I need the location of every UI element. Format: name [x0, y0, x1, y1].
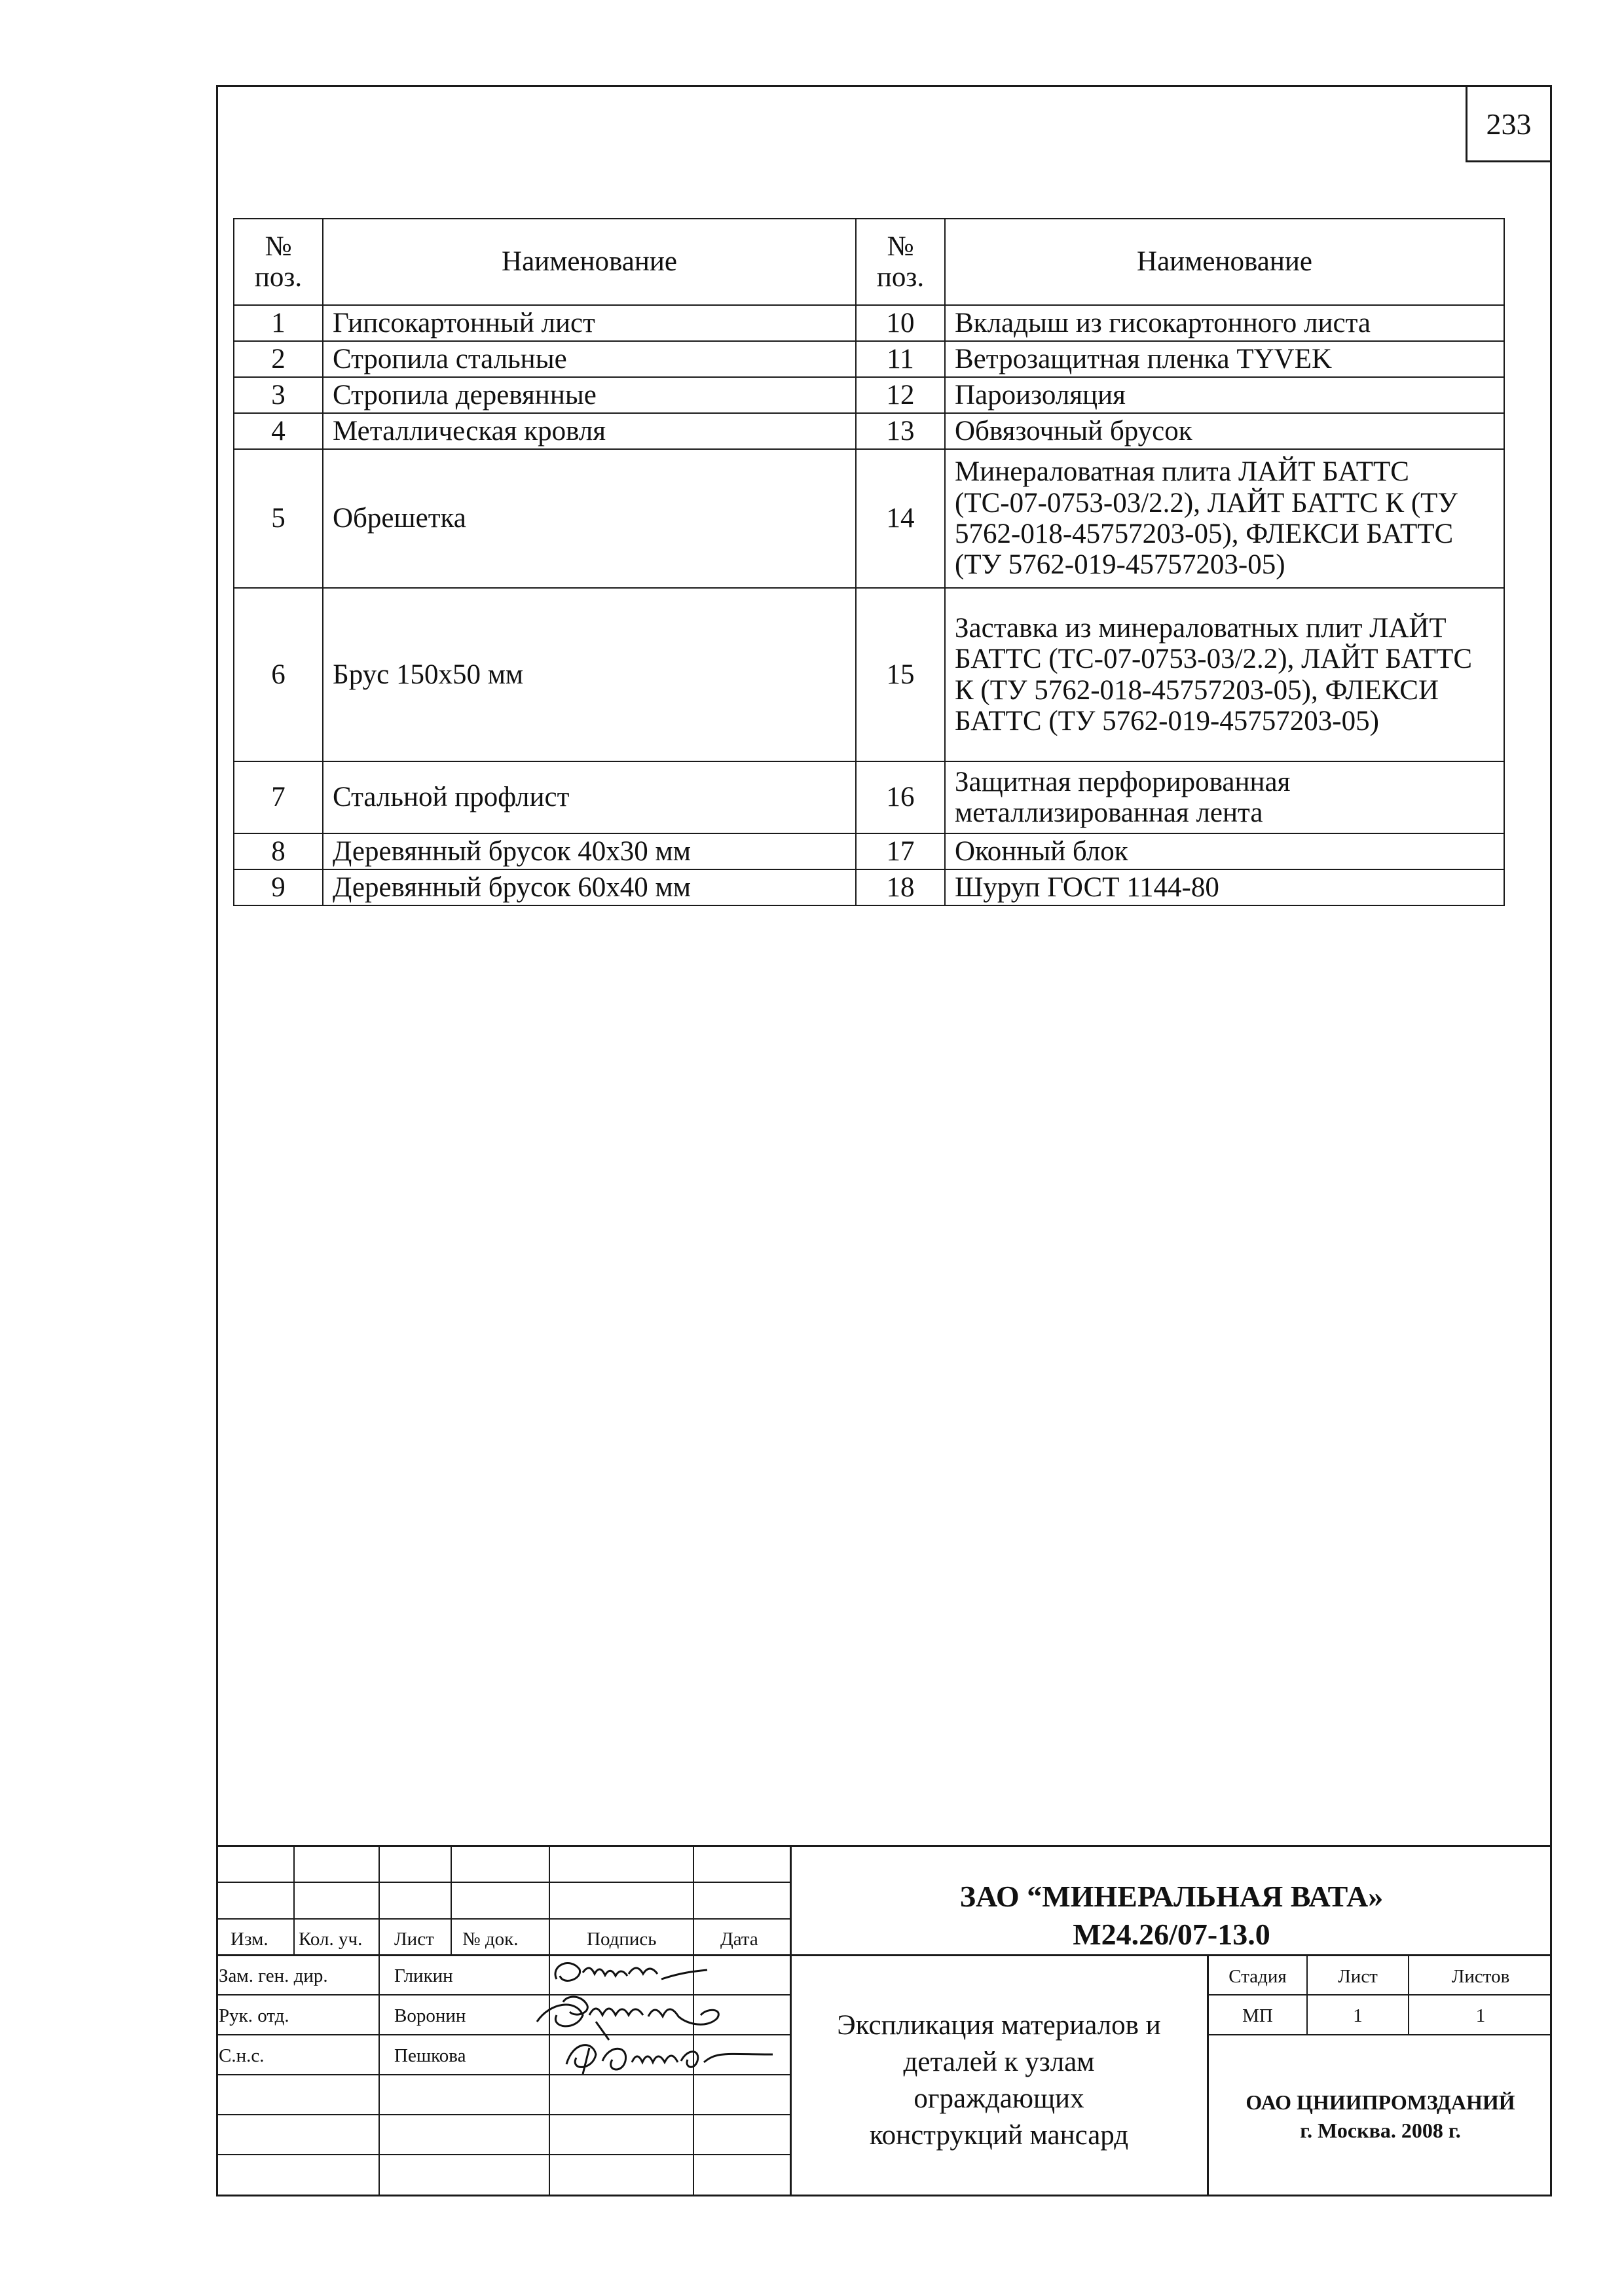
row-left-name: Деревянный брусок 40х30 мм [323, 833, 856, 869]
header-name-left: Наименование [323, 219, 856, 305]
table-row [234, 341, 1504, 377]
tb-hline [216, 2154, 791, 2155]
row-right-name: Минераловатная плита ЛАЙТ БАТТС (ТС-07-0753-03/2.2), ЛАЙТ БАТТС К (ТУ 5762-018-45757203-05), ФЛЕКСИ БАТТС (ТУ 5762-019-45757203-05) [945, 449, 1504, 588]
col-list: Лист [394, 1929, 434, 1950]
row-left-pos: 1 [234, 305, 323, 341]
row-left-name: Стальной профлист [323, 761, 856, 833]
row-left-name: Металлическая кровля [323, 413, 856, 449]
col-podpis: Подпись [587, 1929, 657, 1950]
row-left-pos: 3 [234, 377, 323, 413]
table-row [234, 869, 1504, 905]
col-data: Дата [720, 1929, 758, 1950]
row-left-pos: 4 [234, 413, 323, 449]
table-header-row [234, 219, 1504, 305]
organization: ОАО ЦНИИПРОМЗДАНИЙ г. Москва. 2008 г. [1246, 2090, 1515, 2143]
tb-vline [451, 1845, 452, 1956]
row-right-pos: 10 [856, 305, 945, 341]
row-right-pos: 13 [856, 413, 945, 449]
tb-hline [216, 1918, 791, 1920]
row-left-name: Стропила стальные [323, 341, 856, 377]
row-right-pos: 17 [856, 833, 945, 869]
title-block [216, 1845, 1552, 2196]
table-row [234, 377, 1504, 413]
row-right-name: Заставка из минераловатных плит ЛАЙТ БАТТС (ТС-07-0753-03/2.2), ЛАЙТ БАТТС К (ТУ 5762-018-45757203-05), ФЛЕКСИ БАТТС (ТУ 5762-019-45757203-05) [945, 588, 1504, 761]
row-left-name: Брус 150х50 мм [323, 588, 856, 761]
role-name: Воронин [394, 2005, 466, 2026]
sheets-total-header: Листов [1451, 1966, 1510, 1987]
row-left-name: Деревянный брусок 60х40 мм [323, 869, 856, 905]
tb-vline [293, 1845, 295, 1956]
sheets-total-value: 1 [1475, 2005, 1486, 2026]
sheet-value: 1 [1353, 2005, 1363, 2026]
row-left-pos: 5 [234, 449, 323, 588]
row-left-pos: 8 [234, 833, 323, 869]
sheet-header: Лист [1338, 1966, 1378, 1987]
row-right-name: Шуруп ГОСТ 1144-80 [945, 869, 1504, 905]
table-row [234, 305, 1504, 341]
col-n-dok: № док. [462, 1929, 519, 1950]
row-left-pos: 9 [234, 869, 323, 905]
table-row [234, 413, 1504, 449]
row-left-pos: 2 [234, 341, 323, 377]
role-name: Пешкова [394, 2045, 466, 2066]
role-name: Гликин [394, 1965, 453, 1986]
company-name: ЗАО “МИНЕРАЛЬНАЯ ВАТА» [959, 1880, 1384, 1913]
table-row [234, 588, 1504, 761]
tb-hline [1207, 1994, 1552, 1995]
row-right-name: Обвязочный брусок [945, 413, 1504, 449]
col-kol-uch: Кол. уч. [299, 1929, 363, 1950]
row-right-name: Ветрозащитная пленка TYVEK [945, 341, 1504, 377]
tb-hline [1207, 2034, 1552, 2035]
materials-table [233, 218, 1505, 906]
row-right-pos: 18 [856, 869, 945, 905]
tb-vline [1207, 1954, 1209, 2196]
page-number: 233 [1466, 85, 1552, 162]
row-left-name: Гипсокартонный лист [323, 305, 856, 341]
row-right-pos: 16 [856, 761, 945, 833]
row-right-pos: 14 [856, 449, 945, 588]
row-left-pos: 6 [234, 588, 323, 761]
tb-hline [216, 1954, 1552, 1956]
row-right-pos: 11 [856, 341, 945, 377]
row-left-name: Стропила деревянные [323, 377, 856, 413]
row-right-name: Вкладыш из гисокартонного листа [945, 305, 1504, 341]
table-row [234, 761, 1504, 833]
role-label: Рук. отд. [219, 2005, 289, 2026]
role-label: С.н.с. [219, 2045, 265, 2066]
row-right-pos: 12 [856, 377, 945, 413]
row-right-pos: 15 [856, 588, 945, 761]
header-name-right: Наименование [945, 219, 1504, 305]
tb-vline [378, 1845, 380, 2196]
document-title: Экспликация материалов и деталей к узлам ограждающих конструкций мансард [837, 2010, 1161, 2151]
row-right-name: Защитная перфорированная металлизированная лента [945, 761, 1504, 833]
role-label: Зам. ген. дир. [219, 1965, 328, 1986]
table-row [234, 833, 1504, 869]
row-left-name: Обрешетка [323, 449, 856, 588]
row-left-pos: 7 [234, 761, 323, 833]
stage-header: Стадия [1228, 1966, 1287, 1987]
table-row [234, 449, 1504, 588]
signature-peshkova [557, 2035, 779, 2084]
tb-hline [216, 1882, 791, 1883]
document-code: М24.26/07-13.0 [1073, 1917, 1270, 1951]
row-right-name: Оконный блок [945, 833, 1504, 869]
header-pos-left: № поз. [234, 219, 323, 305]
row-right-name: Пароизоляция [945, 377, 1504, 413]
stage-value: МП [1242, 2005, 1273, 2026]
tb-hline [216, 2114, 791, 2115]
company-block [791, 1878, 1552, 1953]
tb-top-line [216, 1845, 1552, 1847]
header-pos-right: № поз. [856, 219, 945, 305]
col-izm: Изм. [231, 1929, 268, 1950]
